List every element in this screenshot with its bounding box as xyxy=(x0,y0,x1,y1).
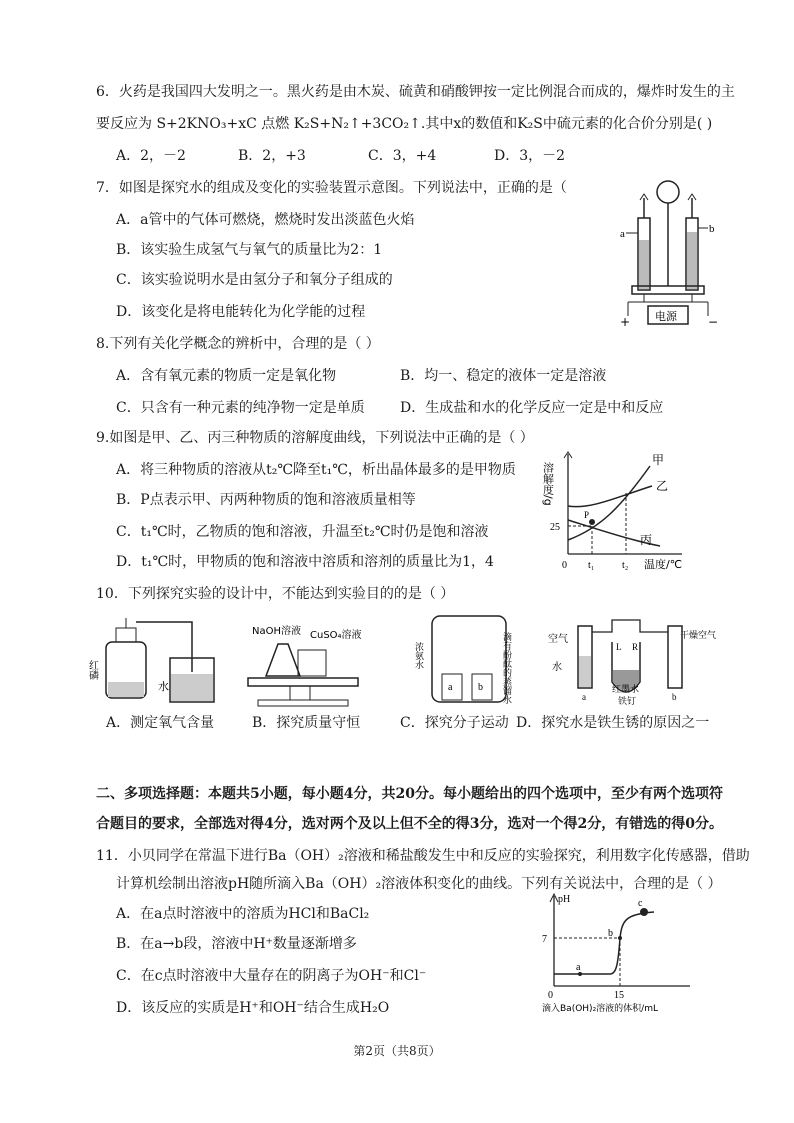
origin-label: 0 xyxy=(562,560,567,571)
ph-fifteen-label: 15 xyxy=(614,990,624,1001)
q10-stem: 10．下列探究实验的设计中，不能达到实验目的的是（ ） xyxy=(96,586,455,602)
ph-a-label: a xyxy=(576,962,581,973)
fig-b-naoh-label: NaOH溶液 xyxy=(252,626,301,637)
point-p xyxy=(589,519,595,525)
section2-heading-line2: 合题目的要求，全部选对得4分，选对两个及以上但不全的得3分，选对一个得2分，有错选的得0分。 xyxy=(96,816,723,832)
ph-b-label: b xyxy=(608,928,613,939)
fig-b-cuso4-label: CuSO₄溶液 xyxy=(310,630,362,641)
q8-option-d: D．生成盐和水的化学反应一定是中和反应 xyxy=(400,400,664,416)
section2-heading-line1: 二、多项选择题：本题共5小题，每小题4分，共20分。每小题给出的四个选项中，至少有两个选项符 xyxy=(96,786,723,802)
solubility-ylabel: 溶解度/g xyxy=(541,462,555,506)
fig-a-water-label: 水 xyxy=(158,680,169,693)
fig-c-ammonia-label: 浓氨水 xyxy=(413,642,423,669)
ph-xlabel: 滴入Ba(OH)₂溶液的体积/mL xyxy=(542,1004,658,1014)
q10-figure-c xyxy=(413,612,516,708)
q10-caption-d: D．探究水是铁生锈的原因之一 xyxy=(516,715,710,731)
q10-figure-b xyxy=(238,622,378,708)
fig-d-dry-air-label: 干燥空气 xyxy=(680,631,717,641)
q7-option-b: B．该实验生成氢气与氧气的质量比为2：1 xyxy=(116,242,383,258)
q6-option-d: D．3，－2 xyxy=(494,148,566,164)
label-yi: 乙 xyxy=(656,479,669,493)
fig-d-r-label: R xyxy=(632,642,639,652)
q10-figure-d xyxy=(548,612,717,708)
fig-d-l-label: L xyxy=(616,642,622,652)
q10-caption-b: B．探究质量守恒 xyxy=(252,715,361,731)
curve-yi xyxy=(568,486,652,507)
fig-d-water-label: 水 xyxy=(552,662,562,673)
q6-option-a: A．2，－2 xyxy=(116,148,186,164)
label-b: b xyxy=(709,223,715,235)
t2-label: t₂ xyxy=(622,560,629,571)
q7-option-c: C．该实验说明水是由氢分子和氧分子组成的 xyxy=(116,272,393,288)
label-bing: 丙 xyxy=(640,533,653,547)
q6-stem-line1: 6．火药是我国四大发明之一。黑火药是由木炭、硫黄和硝酸钾按一定比例混合而成的，爆炸时发生的主 xyxy=(96,84,735,100)
fig-d-b-label: b xyxy=(672,692,677,702)
minus-label: − xyxy=(708,315,719,329)
plus-label: + xyxy=(620,315,631,329)
q11-stem-line1: 11．小贝同学在常温下进行Ba（OH）₂溶液和稀盐酸发生中和反应的实验探究，利用数字化传感器，借助 xyxy=(96,848,750,864)
q7-option-a: A．a管中的气体可燃烧，燃烧时发出淡蓝色火焰 xyxy=(116,212,415,228)
q11-stem-line2: 计算机绘制出溶液pH随所滴入Ba（OH）₂溶液体积变化的曲线。下列有关说法中，合理的是（ ） xyxy=(116,876,722,892)
fig-d-ink-label: 红墨水 xyxy=(612,685,640,695)
fig-c-b-label: b xyxy=(478,682,483,693)
label-jia: 甲 xyxy=(652,453,665,467)
q9-option-a: A．将三种物质的溶液从t₂℃降至t₁℃，析出晶体最多的是甲物质 xyxy=(116,462,516,478)
q11-option-a: A．在a点时溶液中的溶质为HCl和BaCl₂ xyxy=(116,906,370,922)
q11-option-b: B．在a→b段，溶液中H⁺数量逐渐增多 xyxy=(116,936,357,952)
label-a: a xyxy=(620,228,625,240)
q6-option-b: B．2，+3 xyxy=(238,148,306,164)
power-label: 电源 xyxy=(655,310,677,323)
solubility-xlabel: 温度/℃ xyxy=(644,558,683,571)
q10-caption-c: C．探究分子运动 xyxy=(400,715,509,731)
q9-stem: 9.如图是甲、乙、丙三种物质的溶解度曲线，下列说法中正确的是（ ） xyxy=(96,430,534,446)
q11-option-c: C．在c点时溶液中大量存在的阴离子为OH⁻和Cl⁻ xyxy=(116,968,427,984)
q10-caption-a: A．测定氧气含量 xyxy=(106,715,215,731)
ph-curve-figure xyxy=(540,890,710,1014)
fig-d-nail-label: 铁钉 xyxy=(618,697,637,707)
curve-jia xyxy=(568,466,650,540)
q8-option-c: C．只含有一种元素的纯净物一定是单质 xyxy=(116,400,365,416)
q9-option-c: C．t₁℃时，乙物质的饱和溶液，升温至t₂℃时仍是饱和溶液 xyxy=(116,524,489,540)
p-label: P xyxy=(584,510,590,520)
q8-option-a: A．含有氧元素的物质一定是氧化物 xyxy=(116,368,337,384)
y25-label: 25 xyxy=(550,522,560,533)
ph-seven-label: 7 xyxy=(542,934,547,945)
q8-stem: 8.下列有关化学概念的辨析中，合理的是（ ） xyxy=(96,336,380,352)
electrolysis-apparatus-figure xyxy=(618,178,718,328)
q9-option-d: D．t₁℃时，甲物质的饱和溶液中溶质和溶剂的质量比为1，4 xyxy=(116,554,494,570)
q7-stem: 7．如图是探究水的组成及变化的实验装置示意图。下列说法中，正确的是（ xyxy=(96,180,567,196)
ph-c-label: c xyxy=(638,898,643,909)
page-footer: 第2页（共8页） xyxy=(353,1044,441,1058)
fig-c-phenol-label: 滴有酚酞的蒸馏水 xyxy=(501,632,511,704)
q6-option-c: C．3，+4 xyxy=(368,148,437,164)
q6-stem-line2: 要反应为 S+2KNO₃+xC 点燃 K₂S+N₂↑+3CO₂↑.其中x的数值和K₂S中硫元素的化合价分别是( ) xyxy=(96,116,713,132)
fig-d-air-label: 空气 xyxy=(548,634,568,645)
ph-curve xyxy=(554,912,654,974)
solubility-curve-figure xyxy=(540,448,690,574)
fig-a-phosphorus-label: 红磷 xyxy=(86,660,98,680)
q7-option-d: D．该变化是将电能转化为化学能的过程 xyxy=(116,304,366,320)
q9-option-b: B．P点表示甲、丙两种物质的饱和溶液质量相等 xyxy=(116,492,416,508)
fig-c-a-label: a xyxy=(448,682,453,693)
ph-zero-label: 0 xyxy=(548,990,553,1001)
ph-ylabel: pH xyxy=(558,894,571,905)
q11-option-d: D．该反应的实质是H⁺和OH⁻结合生成H₂O xyxy=(116,1000,390,1016)
t1-label: t₁ xyxy=(588,560,595,571)
q10-figure-a xyxy=(86,612,222,708)
q8-option-b: B．均一、稳定的液体一定是溶液 xyxy=(400,368,607,384)
fig-d-a-label: a xyxy=(582,692,586,702)
